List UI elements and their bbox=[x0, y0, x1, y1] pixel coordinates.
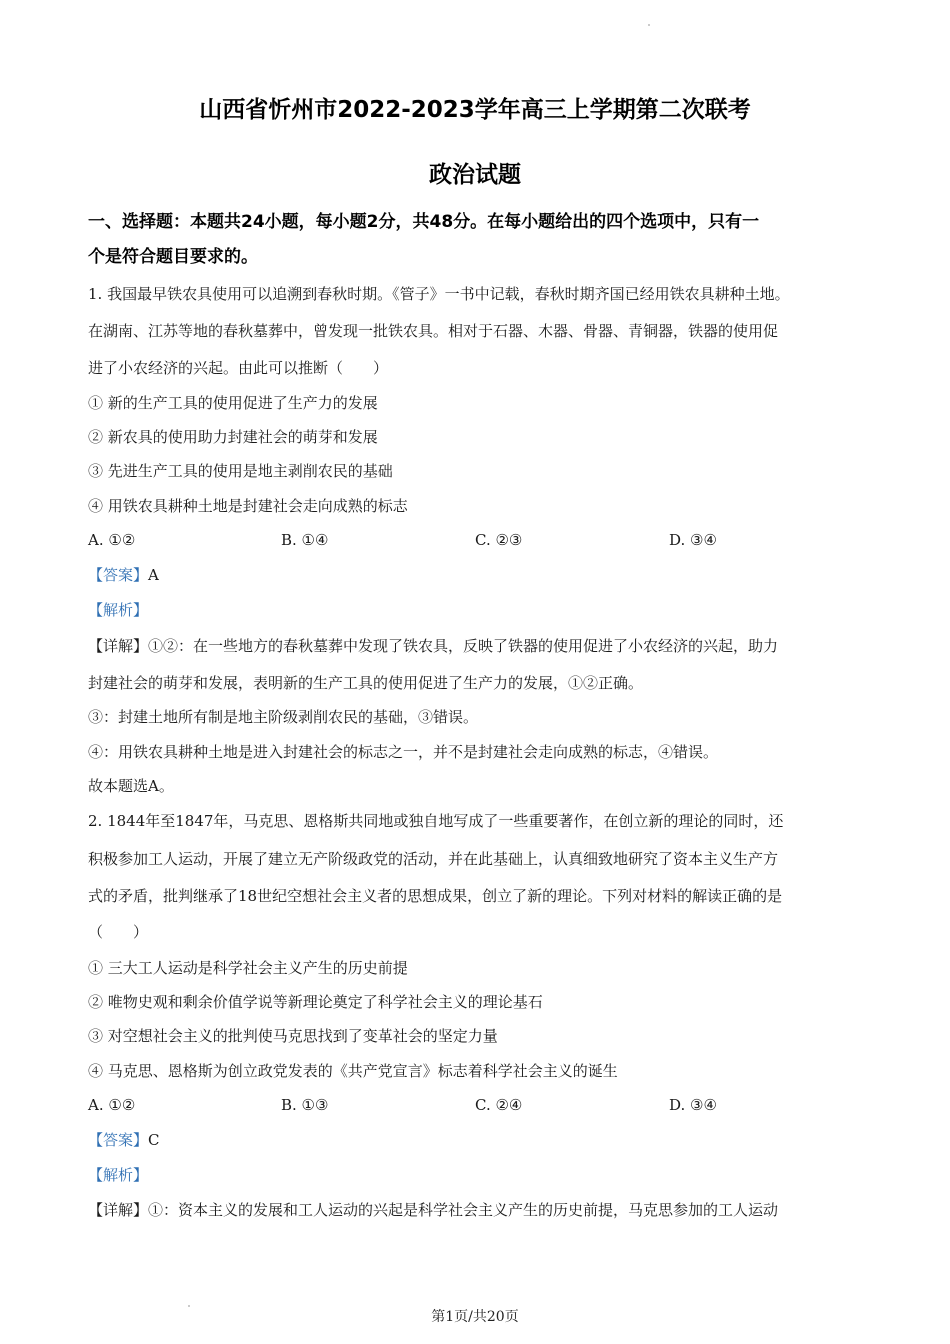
analysis-tag: 【解析】 bbox=[88, 1166, 149, 1184]
q1-option-a: A. ①② bbox=[88, 531, 136, 549]
page-footer: 第1页/共20页 bbox=[431, 1309, 519, 1325]
q1-item: ① 新的生产工具的使用促进了生产力的发展 bbox=[88, 394, 378, 412]
q2-item: ① 三大工人运动是科学社会主义产生的历史前提 bbox=[88, 959, 408, 977]
q2-item: ② 唯物史观和剩余价值学说等新理论奠定了科学社会主义的理论基石 bbox=[88, 993, 543, 1011]
section-heading-line2: 个是符合题目要求的。 bbox=[88, 247, 258, 267]
q2-item: ③ 对空想社会主义的批判使马克思找到了变革社会的坚定力量 bbox=[88, 1027, 498, 1045]
detail-tag: 【详解】 bbox=[88, 637, 149, 655]
q1-option-b: B. ①④ bbox=[281, 531, 329, 549]
answer-value: A bbox=[148, 566, 159, 584]
section-heading-line1: 一、选择题：本题共24小题，每小题2分，共48分。在每小题给出的四个选项中，只有一 bbox=[88, 212, 760, 232]
q1-item: ③ 先进生产工具的使用是地主剥削农民的基础 bbox=[88, 462, 393, 480]
q1-item: ② 新农具的使用助力封建社会的萌芽和发展 bbox=[88, 428, 378, 446]
q1-analysis bbox=[88, 600, 148, 620]
q1-detail-line: ④：用铁农具耕种土地是进入封建社会的标志之一，并不是封建社会走向成熟的标志，④错误。 bbox=[88, 743, 719, 761]
q2-option-a: A. ①② bbox=[88, 1096, 136, 1114]
q2-option-c: C. ②④ bbox=[475, 1096, 523, 1114]
answer-tag: 【答案】 bbox=[88, 1131, 149, 1149]
analysis-tag: 【解析】 bbox=[88, 601, 149, 619]
detail-text: ①：资本主义的发展和工人运动的兴起是科学社会主义产生的历史前提，马克思参加的工人运动 bbox=[148, 1201, 779, 1219]
document-title: 山西省忻州市2022-2023学年高三上学期第二次联考 bbox=[199, 97, 751, 123]
answer-tag: 【答案】 bbox=[88, 566, 149, 584]
q1-item: ④ 用铁农具耕种土地是封建社会走向成熟的标志 bbox=[88, 497, 408, 515]
q2-analysis bbox=[88, 1165, 148, 1185]
q2-stem-line: （ ） bbox=[88, 923, 149, 941]
q2-stem-line: 式的矛盾，批判继承了18世纪空想社会主义者的思想成果，创立了新的理论。下列对材料的解读正确的是 bbox=[88, 887, 783, 905]
q1-option-c: C. ②③ bbox=[475, 531, 523, 549]
detail-tag: 【详解】 bbox=[88, 1201, 149, 1219]
q1-option-d: D. ③④ bbox=[669, 531, 717, 549]
q1-stem-line: 1. 我国最早铁农具使用可以追溯到春秋时期。《管子》一书中记载，春秋时期齐国已经用铁农具耕种土地。 bbox=[88, 285, 790, 303]
q1-answer bbox=[88, 565, 159, 585]
q2-option-b: B. ①③ bbox=[281, 1096, 329, 1114]
q1-detail-line: 封建社会的萌芽和发展，表明新的生产工具的使用促进了生产力的发展，①②正确。 bbox=[88, 674, 644, 692]
q2-option-d: D. ③④ bbox=[669, 1096, 717, 1114]
scan-dot bbox=[648, 24, 650, 26]
q2-detail-line bbox=[88, 1200, 778, 1220]
answer-value: C bbox=[148, 1131, 160, 1149]
q1-stem-line: 在湖南、江苏等地的春秋墓葬中，曾发现一批铁农具。相对于石器、木器、骨器、青铜器，铁器的使用促 bbox=[88, 322, 779, 340]
q1-detail-line bbox=[88, 636, 778, 656]
q1-detail-line: 故本题选A。 bbox=[88, 777, 174, 795]
q1-stem-line: 进了小农经济的兴起。由此可以推断（ ） bbox=[88, 359, 389, 377]
document-subtitle: 政治试题 bbox=[429, 162, 521, 188]
q2-stem-line: 积极参加工人运动，开展了建立无产阶级政党的活动，并在此基础上，认真细致地研究了资本主义生产方 bbox=[88, 850, 779, 868]
detail-text: ①②：在一些地方的春秋墓葬中发现了铁农具，反映了铁器的使用促进了小农经济的兴起，助力 bbox=[148, 637, 779, 655]
q2-stem-line: 2. 1844年至1847年，马克思、恩格斯共同地或独自地写成了一些重要著作，在创立新的理论的同时，还 bbox=[88, 812, 784, 830]
q1-detail-line: ③：封建土地所有制是地主阶级剥削农民的基础，③错误。 bbox=[88, 708, 479, 726]
q2-item: ④ 马克思、恩格斯为创立政党发表的《共产党宣言》标志着科学社会主义的诞生 bbox=[88, 1062, 618, 1080]
q2-answer bbox=[88, 1130, 160, 1150]
